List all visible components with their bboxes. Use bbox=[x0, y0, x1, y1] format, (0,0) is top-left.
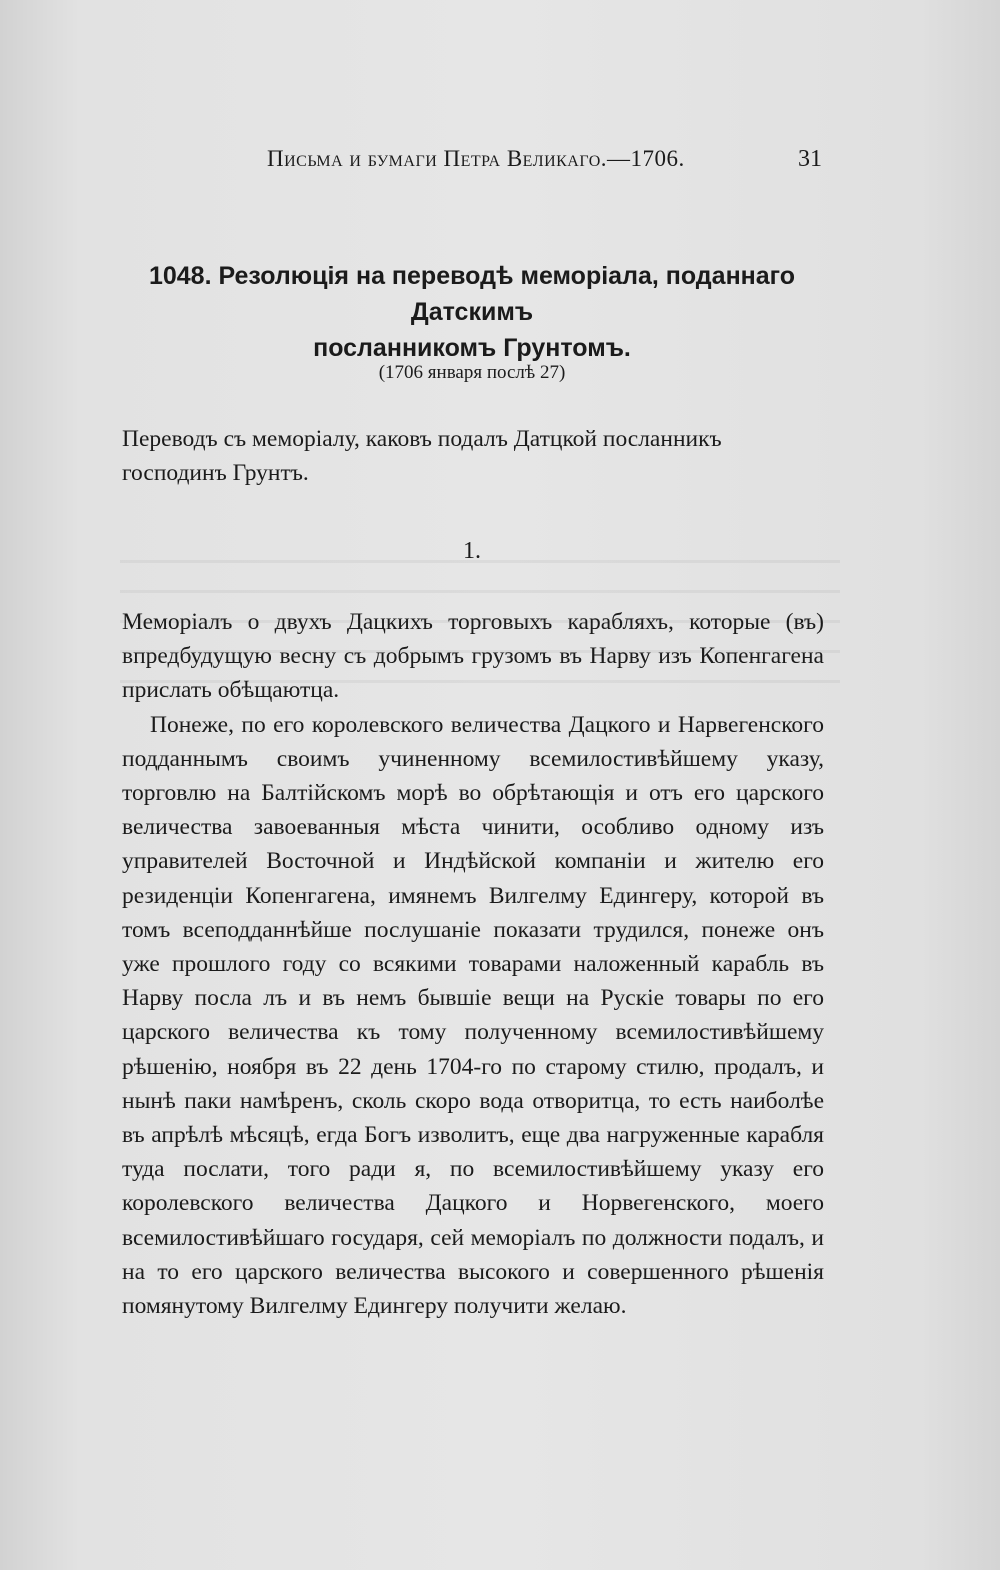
section-number: 1. bbox=[463, 538, 481, 564]
page-number: 31 bbox=[798, 146, 822, 172]
title-line-2: посланникомъ Грунтомъ. bbox=[313, 334, 631, 362]
intro-text: Переводъ съ меморіалу, каковъ подалъ Датцкой посланникъ господинъ Грунтъ. bbox=[122, 426, 722, 486]
running-header bbox=[122, 146, 822, 182]
paragraph-1: Меморіалъ о двухъ Дацкихъ торговыхъ карабляхъ, которые (въ) впредбудущую весну съ добрымъ грузомъ въ Нарву изъ Копенгагена прислать обѣщаютца. bbox=[122, 609, 824, 704]
running-title: Письма и бумаги Петра Великаго.—1706. bbox=[267, 146, 685, 171]
document-date: (1706 января послѣ 27) bbox=[378, 362, 566, 383]
body-text bbox=[122, 605, 824, 1323]
paragraph-2: Понеже, по его королевского величества Дацкого и Нарвегенского подданнымъ своимъ учиненному всемилостивѣйшему указу, торговлю на Балтійскомъ морѣ во обрѣтающія и отъ его царского величества завоеванныя мѣста чинити, особливо одному изъ управителей Восточной и Индѣйской компаніи и жителю его резиденціи Копенгагена, имянемъ Вилгелму Едингеру, которой въ томъ всеподданнѣйше послушаніе показати трудился, понеже онъ уже прошлого году со всякими товарами наложенный карабль въ Нарву посла лъ и въ немъ бывшіе вещи на Рускіе товары по его царского величества къ тому полученному всемилостивѣйшему рѣшенію, ноября въ 22 день 1704-го по старому стилю, продалъ, и нынѣ паки намѣренъ, сколь скоро вода отворитца, то есть наиболѣе въ апрѣлѣ мѣсяцѣ, егда Богъ изволитъ, еще два нагруженные карабля туда послати, того ради я, по всемилостивѣйшему указу его королевского величества Дацкого и Норвегенского, моего всемилостивѣйшаго государя, сей меморіалъ по должности подалъ, и на то его царского величества высокого и совершенного рѣшенія помянутому Вилгелму Едингеру получити желаю. bbox=[122, 711, 824, 1320]
document-title bbox=[122, 258, 822, 366]
title-line-1: 1048. Резолюція на переводѣ меморіала, поданнаго Датскимъ bbox=[148, 262, 796, 326]
